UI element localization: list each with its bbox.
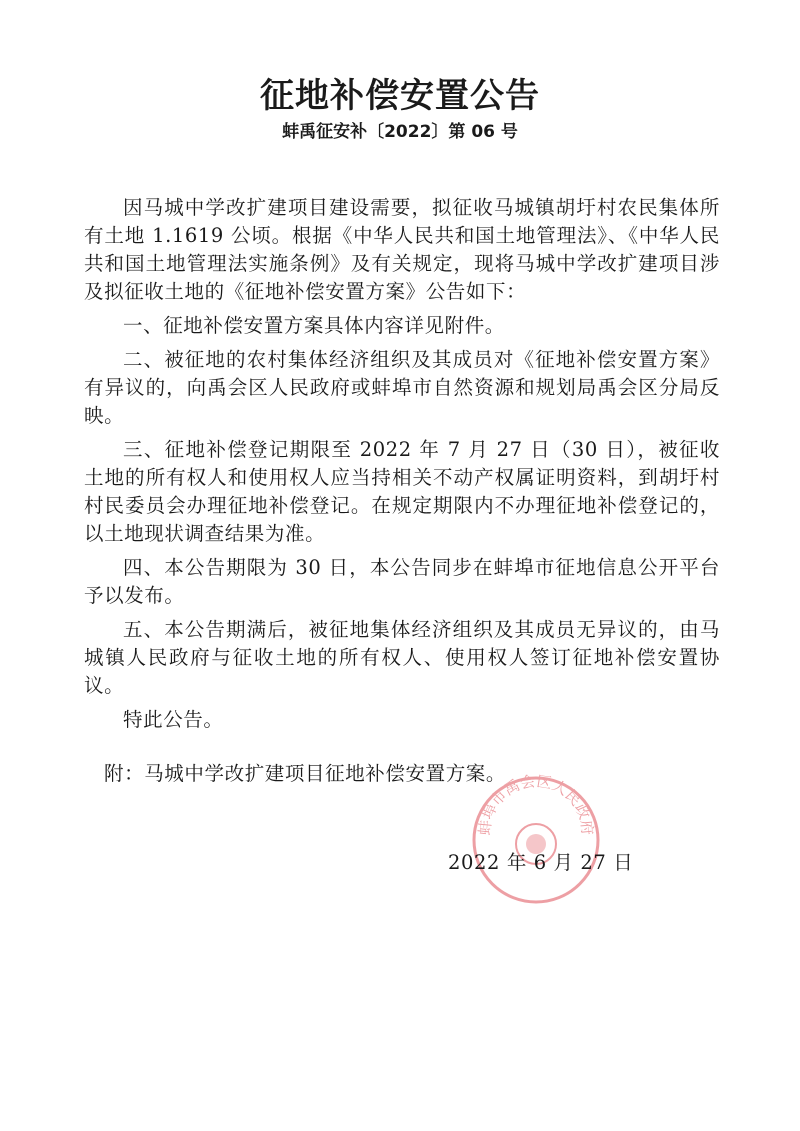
paragraph-item-4: 四、本公告期限为 30 日，本公告同步在蚌埠市征地信息公开平台予以发布。: [84, 556, 720, 607]
seal-ring: [474, 778, 598, 902]
issue-date: 2022 年 6 月 27 日: [448, 851, 634, 874]
page-title: 征地补偿安置公告: [260, 76, 540, 116]
paragraph-item-2: 二、被征地的农村集体经济组织及其成员对《征地补偿安置方案》有异议的，向禹会区人民政府或蚌埠市自然资源和规划局禹会区分局反映。: [84, 348, 720, 427]
paragraph-item-5: 五、本公告期满后，被征地集体经济组织及其成员无异议的，由马城镇人民政府与征收土地的所有权人、使用权人签订征地补偿安置协议。: [84, 618, 720, 697]
official-seal-icon: [470, 774, 602, 906]
document-number: 蚌禹征安补〔2022〕第 06 号: [282, 122, 518, 142]
attachment-note: 附：马城中学改扩建项目征地补偿安置方案。: [104, 762, 507, 785]
paragraph-closing: 特此公告。: [123, 708, 224, 731]
paragraph-item-1: 一、征地补偿安置方案具体内容详见附件。: [123, 314, 505, 337]
notice-body: [84, 194, 720, 734]
seal-text: 蚌埠市禹会区人民政府: [475, 774, 597, 836]
paragraph-intro: 因马城中学改扩建项目建设需要，拟征收马城镇胡圩村农民集体所有土地 1.1619 公顷。根据《中华人民共和国土地管理法》、《中华人民共和国土地管理法实施条例》及有关规定，现将马城中学改扩建项目涉及拟征收土地的《征地补偿安置方案》公告如下：: [84, 196, 720, 303]
paragraph-item-3: 三、征地补偿登记期限至 2022 年 7 月 27 日（30 日），被征收土地的所有权人和使用权人应当持相关不动产权属证明资料，到胡圩村村民委员会办理征地补偿登记。在规定期限内不办理征地补偿登记的，以土地现状调查结果为准。: [84, 438, 720, 545]
